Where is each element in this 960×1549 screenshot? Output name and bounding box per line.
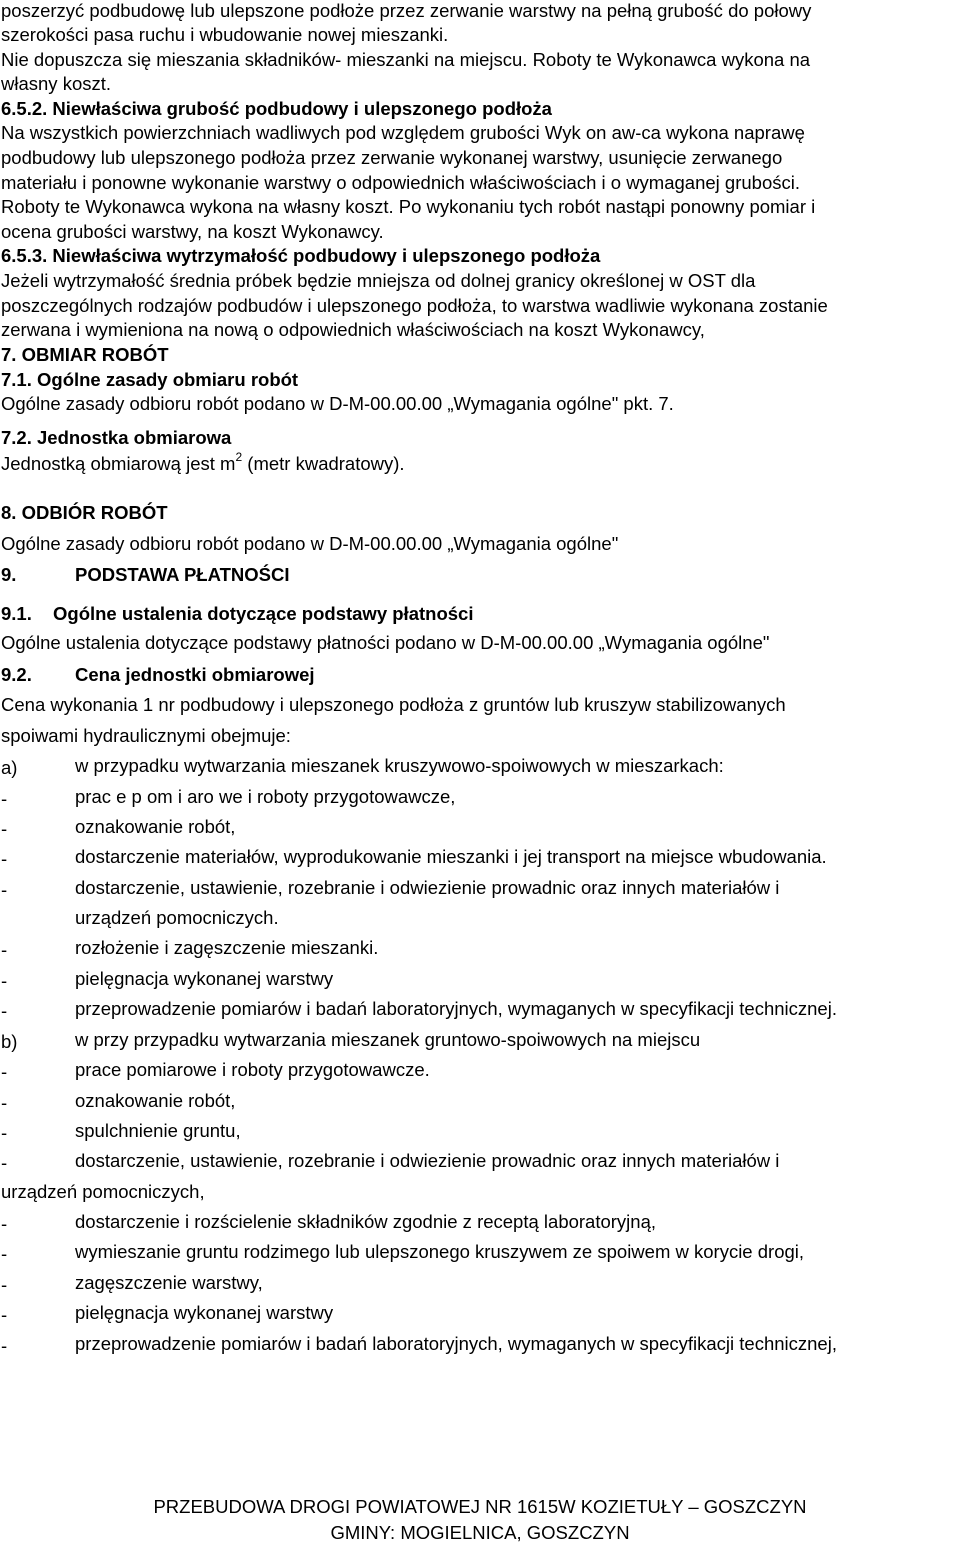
heading-text: Ogólne ustalenia dotyczące podstawy płatności: [53, 603, 474, 624]
list-item: dostarczenie materiałów, wyprodukowanie mieszanki i jej transport na miejsce wbudowania.: [75, 846, 827, 867]
paragraph-line: poszczególnych rodzajów podbudów i ulepszonego podłoża, to warstwa wadliwie wykonana zostanie: [1, 295, 828, 316]
list-label-a: a): [1, 757, 18, 778]
dash-bullet: -: [1, 788, 8, 809]
section-heading-6-5-2: 6.5.2. Niewłaściwa grubość podbudowy i ulepszonego podłoża: [1, 98, 552, 119]
intro-line: własny koszt.: [1, 73, 112, 94]
page-footer-line-2: GMINY: MOGIELNICA, GOSZCZYN: [330, 1522, 630, 1543]
section-heading-6-5-3: 6.5.3. Niewłaściwa wytrzymałość podbudowy i ulepszonego podłoża: [1, 245, 601, 266]
dash-bullet: -: [1, 1152, 8, 1173]
list-item: przeprowadzenie pomiarów i badań laboratoryjnych, wymaganych w specyfikacji technicznej.: [75, 998, 837, 1019]
subsection-heading-7-1: 7.1. Ogólne zasady obmiaru robót: [1, 369, 299, 390]
unit-text: Jednostką obmiarową jest m: [1, 453, 236, 474]
list-heading-b: w przy przypadku wytwarzania mieszanek gruntowo-spoiwowych na miejscu: [75, 1029, 701, 1050]
paragraph-line: Roboty te Wykonawca wykona na własny koszt. Po wykonaniu tych robót nastąpi ponowny pomiar i: [1, 196, 816, 217]
list-item: dostarczenie, ustawienie, rozebranie i odwiezienie prowadnic oraz innych materiałów i: [75, 877, 780, 898]
list-item: prac e p om i aro we i roboty przygotowawcze,: [75, 786, 456, 807]
intro-line: szerokości pasa ruchu i wbudowanie nowej mieszanki.: [1, 24, 449, 45]
paragraph-line: Ogólne ustalenia dotyczące podstawy płatności podano w D-M-00.00.00 „Wymagania ogólne": [1, 632, 770, 653]
list-heading-a: w przypadku wytwarzania mieszanek kruszywowo-spoiwowych w mieszarkach:: [75, 755, 724, 776]
paragraph-line: Na wszystkich powierzchniach wadliwych pod względem grubości Wyk on aw-ca wykona naprawę: [1, 122, 805, 143]
heading-number: 9.: [1, 564, 17, 585]
section-heading-7: 7. OBMIAR ROBÓT: [1, 344, 169, 365]
dash-bullet: -: [1, 1304, 8, 1325]
list-item: oznakowanie robót,: [75, 1090, 236, 1111]
subsection-heading-9-2: [1, 666, 315, 685]
list-item-continuation: urządzeń pomocniczych,: [1, 1181, 205, 1202]
paragraph-line: Cena wykonania 1 nr podbudowy i ulepszonego podłoża z gruntów lub kruszyw stabilizowanych: [1, 694, 786, 715]
unit-exponent: 2: [235, 450, 243, 464]
dash-bullet: -: [1, 1061, 8, 1082]
paragraph-line: podbudowy lub ulepszonego podłoża przez zerwanie wykonanej warstwy, usunięcie zerwanego: [1, 147, 783, 168]
heading-text: Cena jednostki obmiarowej: [75, 664, 315, 685]
section-heading-8: 8. ODBIÓR ROBÓT: [1, 502, 168, 523]
list-item: pielęgnacja wykonanej warstwy: [75, 1302, 334, 1323]
dash-bullet: -: [1, 1092, 8, 1113]
list-item: spulchnienie gruntu,: [75, 1120, 241, 1141]
list-item: wymieszanie gruntu rodzimego lub ulepszonego kruszywem ze spoiwem w korycie drogi,: [75, 1241, 805, 1262]
paragraph-line: Ogólne zasady odbioru robót podano w D-M-00.00.00 „Wymagania ogólne" pkt. 7.: [1, 393, 674, 414]
list-item: dostarczenie, ustawienie, rozebranie i odwiezienie prowadnic oraz innych materiałów i: [75, 1150, 780, 1171]
dash-bullet: -: [1, 1335, 8, 1356]
unit-line: [1, 450, 405, 474]
list-item-continuation: urządzeń pomocniczych.: [75, 907, 279, 928]
dash-bullet: -: [1, 970, 8, 991]
intro-line: Nie dopuszcza się mieszania składników- mieszanki na miejscu. Roboty te Wykonawca wykona na: [1, 49, 811, 70]
intro-line: poszerzyć podbudowę lub ulepszone podłoże przez zerwanie warstwy na pełną grubość do połowy: [1, 0, 812, 21]
subsection-heading-7-2: 7.2. Jednostka obmiarowa: [1, 427, 232, 448]
paragraph-line: materiału i ponowne wykonanie warstwy o odpowiednich właściwościach i o wymaganej grubości.: [1, 172, 800, 193]
dash-bullet: -: [1, 848, 8, 869]
list-label-b: b): [1, 1031, 18, 1052]
paragraph-line: ocena grubości warstwy, na koszt Wykonawcy.: [1, 221, 384, 242]
list-item: pielęgnacja wykonanej warstwy: [75, 968, 334, 989]
page-footer-line-1: PRZEBUDOWA DROGI POWIATOWEJ NR 1615W KOZIETUŁY – GOSZCZYN: [153, 1496, 807, 1517]
dash-bullet: -: [1, 1122, 8, 1143]
heading-text: PODSTAWA PŁATNOŚCI: [75, 564, 290, 585]
paragraph-line: Jeżeli wytrzymałość średnia próbek będzie mniejsza od dolnej granicy określonej w OST dla: [1, 270, 756, 291]
list-item: oznakowanie robót,: [75, 816, 236, 837]
paragraph-line: Ogólne zasady odbioru robót podano w D-M-00.00.00 „Wymagania ogólne": [1, 533, 619, 554]
dash-bullet: -: [1, 879, 8, 900]
dash-bullet: -: [1, 939, 8, 960]
paragraph-line: zerwana i wymieniona na nową o odpowiednich właściwościach na koszt Wykonawcy,: [1, 319, 705, 340]
heading-number: 9.1.: [1, 603, 32, 624]
subsection-heading-9-1: [1, 605, 473, 624]
list-item: dostarczenie i rozścielenie składników zgodnie z receptą laboratoryjną,: [75, 1211, 657, 1232]
list-item: prace pomiarowe i roboty przygotowawcze.: [75, 1059, 430, 1080]
unit-text-tail: (metr kwadratowy).: [242, 453, 405, 474]
list-item: przeprowadzenie pomiarów i badań laboratoryjnych, wymaganych w specyfikacji technicznej,: [75, 1333, 837, 1354]
heading-number: 9.2.: [1, 664, 32, 685]
dash-bullet: -: [1, 1274, 8, 1295]
dash-bullet: -: [1, 1000, 8, 1021]
section-heading-9: [1, 566, 289, 585]
paragraph-line: spoiwami hydraulicznymi obejmuje:: [1, 725, 291, 746]
list-item: rozłożenie i zagęszczenie mieszanki.: [75, 937, 379, 958]
dash-bullet: -: [1, 1243, 8, 1264]
list-item: zagęszczenie warstwy,: [75, 1272, 263, 1293]
dash-bullet: -: [1, 818, 8, 839]
dash-bullet: -: [1, 1213, 8, 1234]
